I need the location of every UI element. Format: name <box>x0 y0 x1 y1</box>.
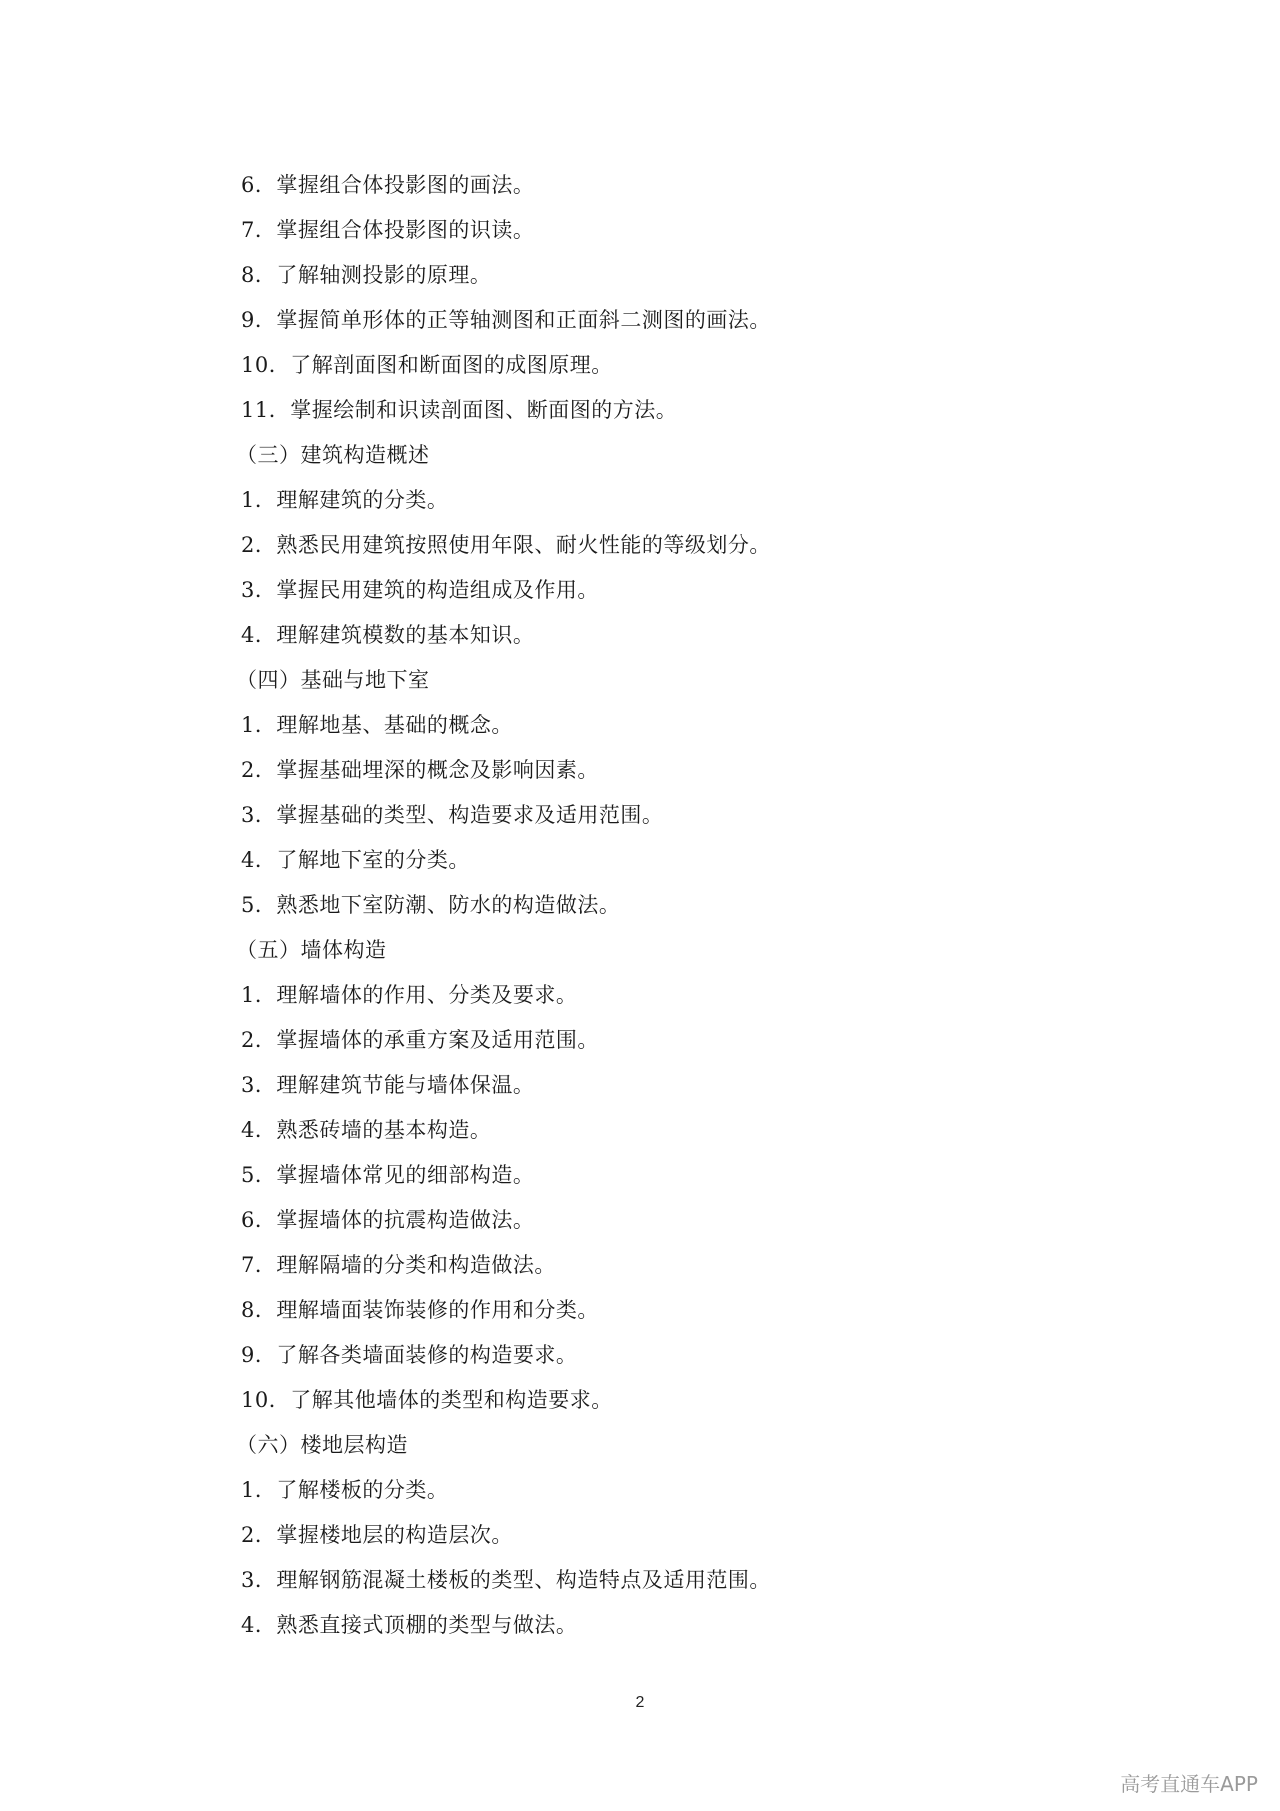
list-item: 3．理解钢筋混凝土楼板的类型、构造特点及适用范围。 <box>241 1568 771 1592</box>
list-item: 4．了解地下室的分类。 <box>241 848 470 872</box>
page-number: 2 <box>635 1694 645 1711</box>
list-item: 8．了解轴测投影的原理。 <box>241 263 492 287</box>
list-item: 3．掌握基础的类型、构造要求及适用范围。 <box>241 803 664 827</box>
list-item: 5．掌握墙体常见的细部构造。 <box>241 1163 535 1187</box>
list-item: 2．熟悉民用建筑按照使用年限、耐火性能的等级划分。 <box>241 533 771 557</box>
list-item: 3．掌握民用建筑的构造组成及作用。 <box>241 578 599 602</box>
list-item: 5．熟悉地下室防潮、防水的构造做法。 <box>241 893 621 917</box>
list-item: 6．掌握墙体的抗震构造做法。 <box>241 1208 535 1232</box>
list-item: 1．理解墙体的作用、分类及要求。 <box>241 983 578 1007</box>
list-item: 1．了解楼板的分类。 <box>241 1478 449 1502</box>
list-item: 11．掌握绘制和识读剖面图、断面图的方法。 <box>241 398 678 422</box>
list-item: 4．熟悉砖墙的基本构造。 <box>241 1118 492 1142</box>
section-heading: （五）墙体构造 <box>236 938 387 962</box>
list-item: 1．理解地基、基础的概念。 <box>241 713 513 737</box>
list-item: 10．了解剖面图和断面图的成图原理。 <box>241 353 613 377</box>
list-item: 2．掌握楼地层的构造层次。 <box>241 1523 513 1547</box>
list-item: 2．掌握基础埋深的概念及影响因素。 <box>241 758 599 782</box>
list-item: 6．掌握组合体投影图的画法。 <box>241 173 535 197</box>
list-item: 10．了解其他墙体的类型和构造要求。 <box>241 1388 613 1412</box>
list-item: 4．理解建筑模数的基本知识。 <box>241 623 535 647</box>
section-heading: （四）基础与地下室 <box>236 668 430 692</box>
section-heading: （六）楼地层构造 <box>236 1433 408 1457</box>
list-item: 4．熟悉直接式顶棚的类型与做法。 <box>241 1613 578 1637</box>
list-item: 1．理解建筑的分类。 <box>241 488 449 512</box>
list-item: 7．理解隔墙的分类和构造做法。 <box>241 1253 556 1277</box>
section-heading: （三）建筑构造概述 <box>236 443 430 467</box>
list-item: 8．理解墙面装饰装修的作用和分类。 <box>241 1298 599 1322</box>
list-item: 3．理解建筑节能与墙体保温。 <box>241 1073 535 1097</box>
list-item: 9．掌握简单形体的正等轴测图和正面斜二测图的画法。 <box>241 308 771 332</box>
list-item: 2．掌握墙体的承重方案及适用范围。 <box>241 1028 599 1052</box>
list-item: 9．了解各类墙面装修的构造要求。 <box>241 1343 578 1367</box>
list-item: 7．掌握组合体投影图的识读。 <box>241 218 535 242</box>
watermark: 高考直通车APP <box>1120 1772 1258 1796</box>
